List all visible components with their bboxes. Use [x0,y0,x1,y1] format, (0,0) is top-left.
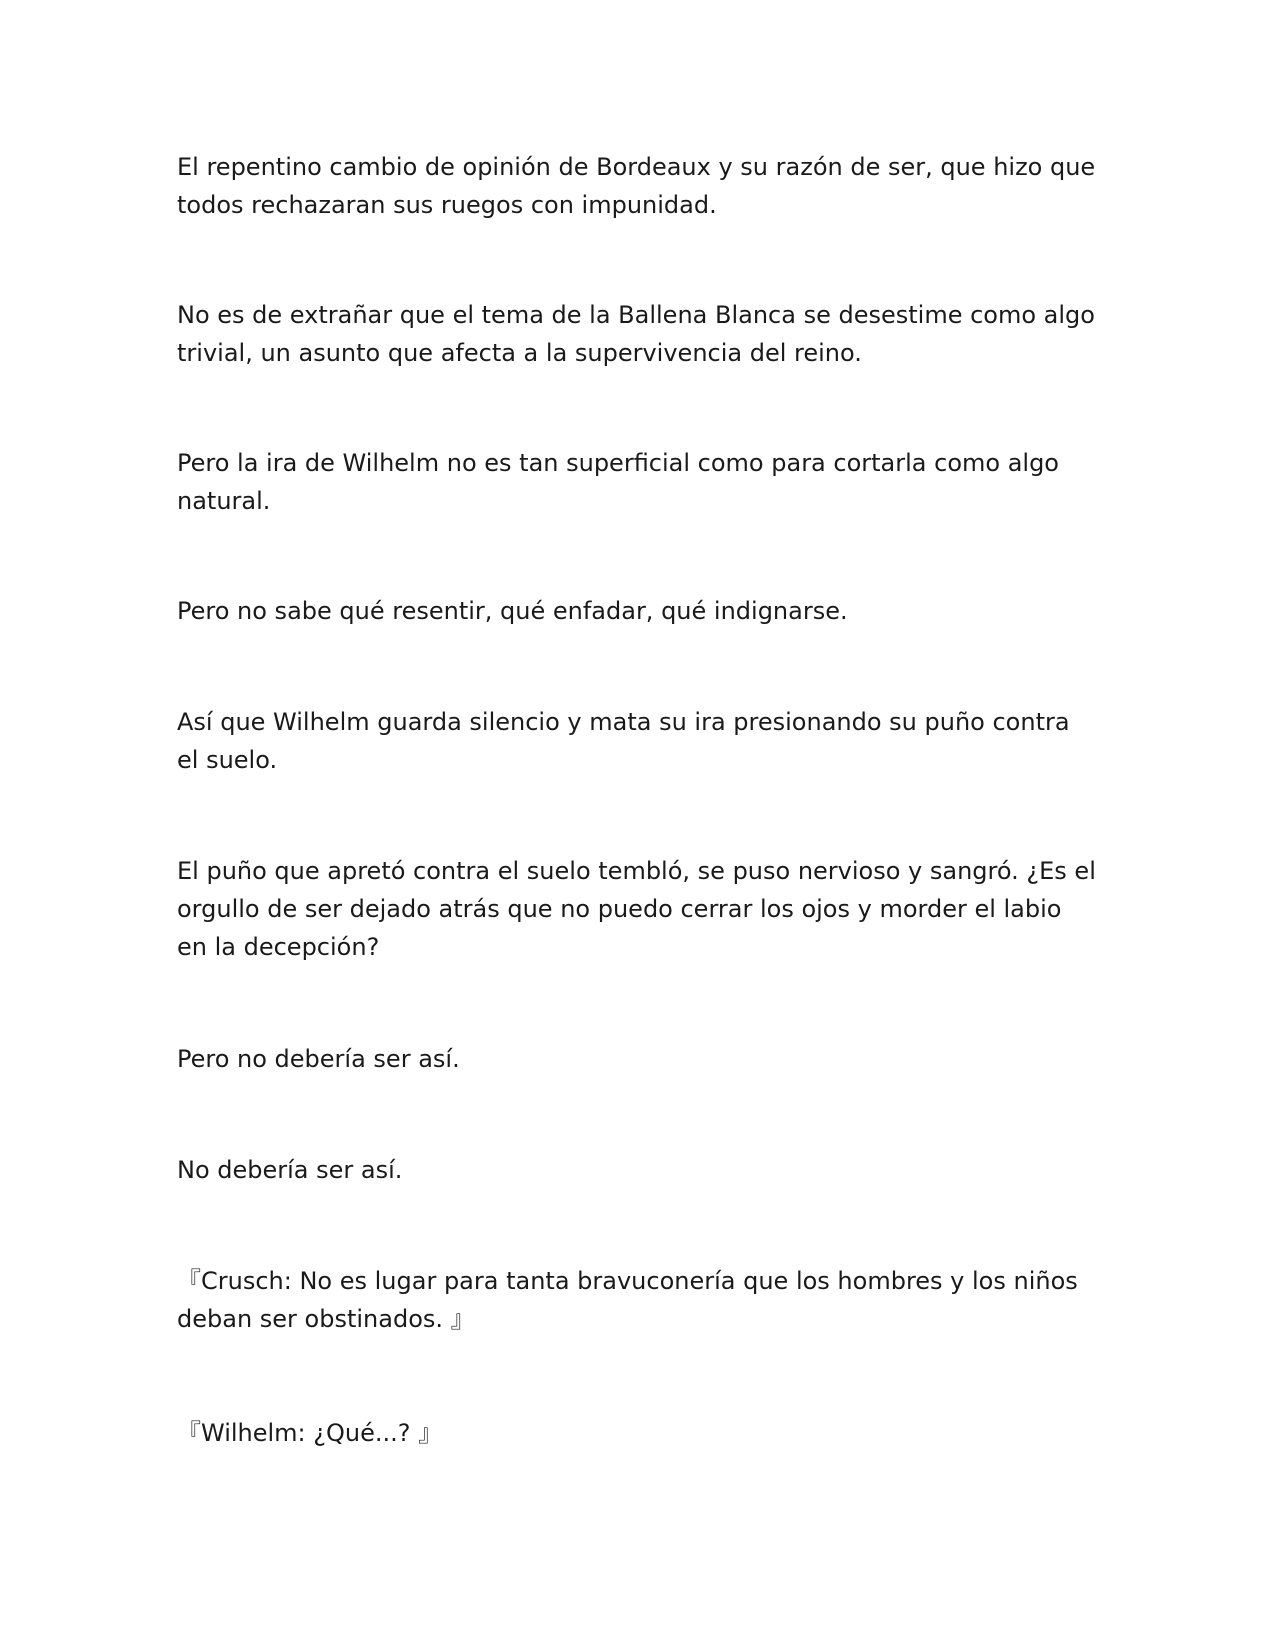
paragraph-wilhelm-anger: Pero la ira de Wilhelm no es tan superficial como para cortarla como algo natural. [177,449,1059,515]
paragraph-should-not-2: No debería ser así. [177,1156,403,1184]
paragraph-silence: Así que Wilhelm guarda silencio y mata su ira presionando su puño contra el suelo. [177,708,1070,774]
dialogue-wilhelm: 『Wilhelm: ¿Qué...? 』 [177,1419,443,1447]
paragraph-white-whale: No es de extrañar que el tema de la Ballena Blanca se desestime como algo trivial, un asunto que afecta a la supervivencia del reino. [177,301,1095,367]
paragraph-resent: Pero no sabe qué resentir, qué enfadar, qué indignarse. [177,597,848,625]
paragraph-bordeaux: El repentino cambio de opinión de Bordeaux y su razón de ser, que hizo que todos rechazaran sus ruegos con impunidad. [177,153,1096,219]
dialogue-crusch: 『Crusch: No es lugar para tanta bravuconería que los hombres y los niños deban ser obstinados. 』 [177,1267,1078,1333]
paragraph-should-not-1: Pero no debería ser así. [177,1045,460,1073]
paragraph-fist: El puño que apretó contra el suelo tembló, se puso nervioso y sangró. ¿Es el orgullo de ser dejado atrás que no puedo cerrar los ojos y morder el labio en la decepción? [177,857,1096,961]
